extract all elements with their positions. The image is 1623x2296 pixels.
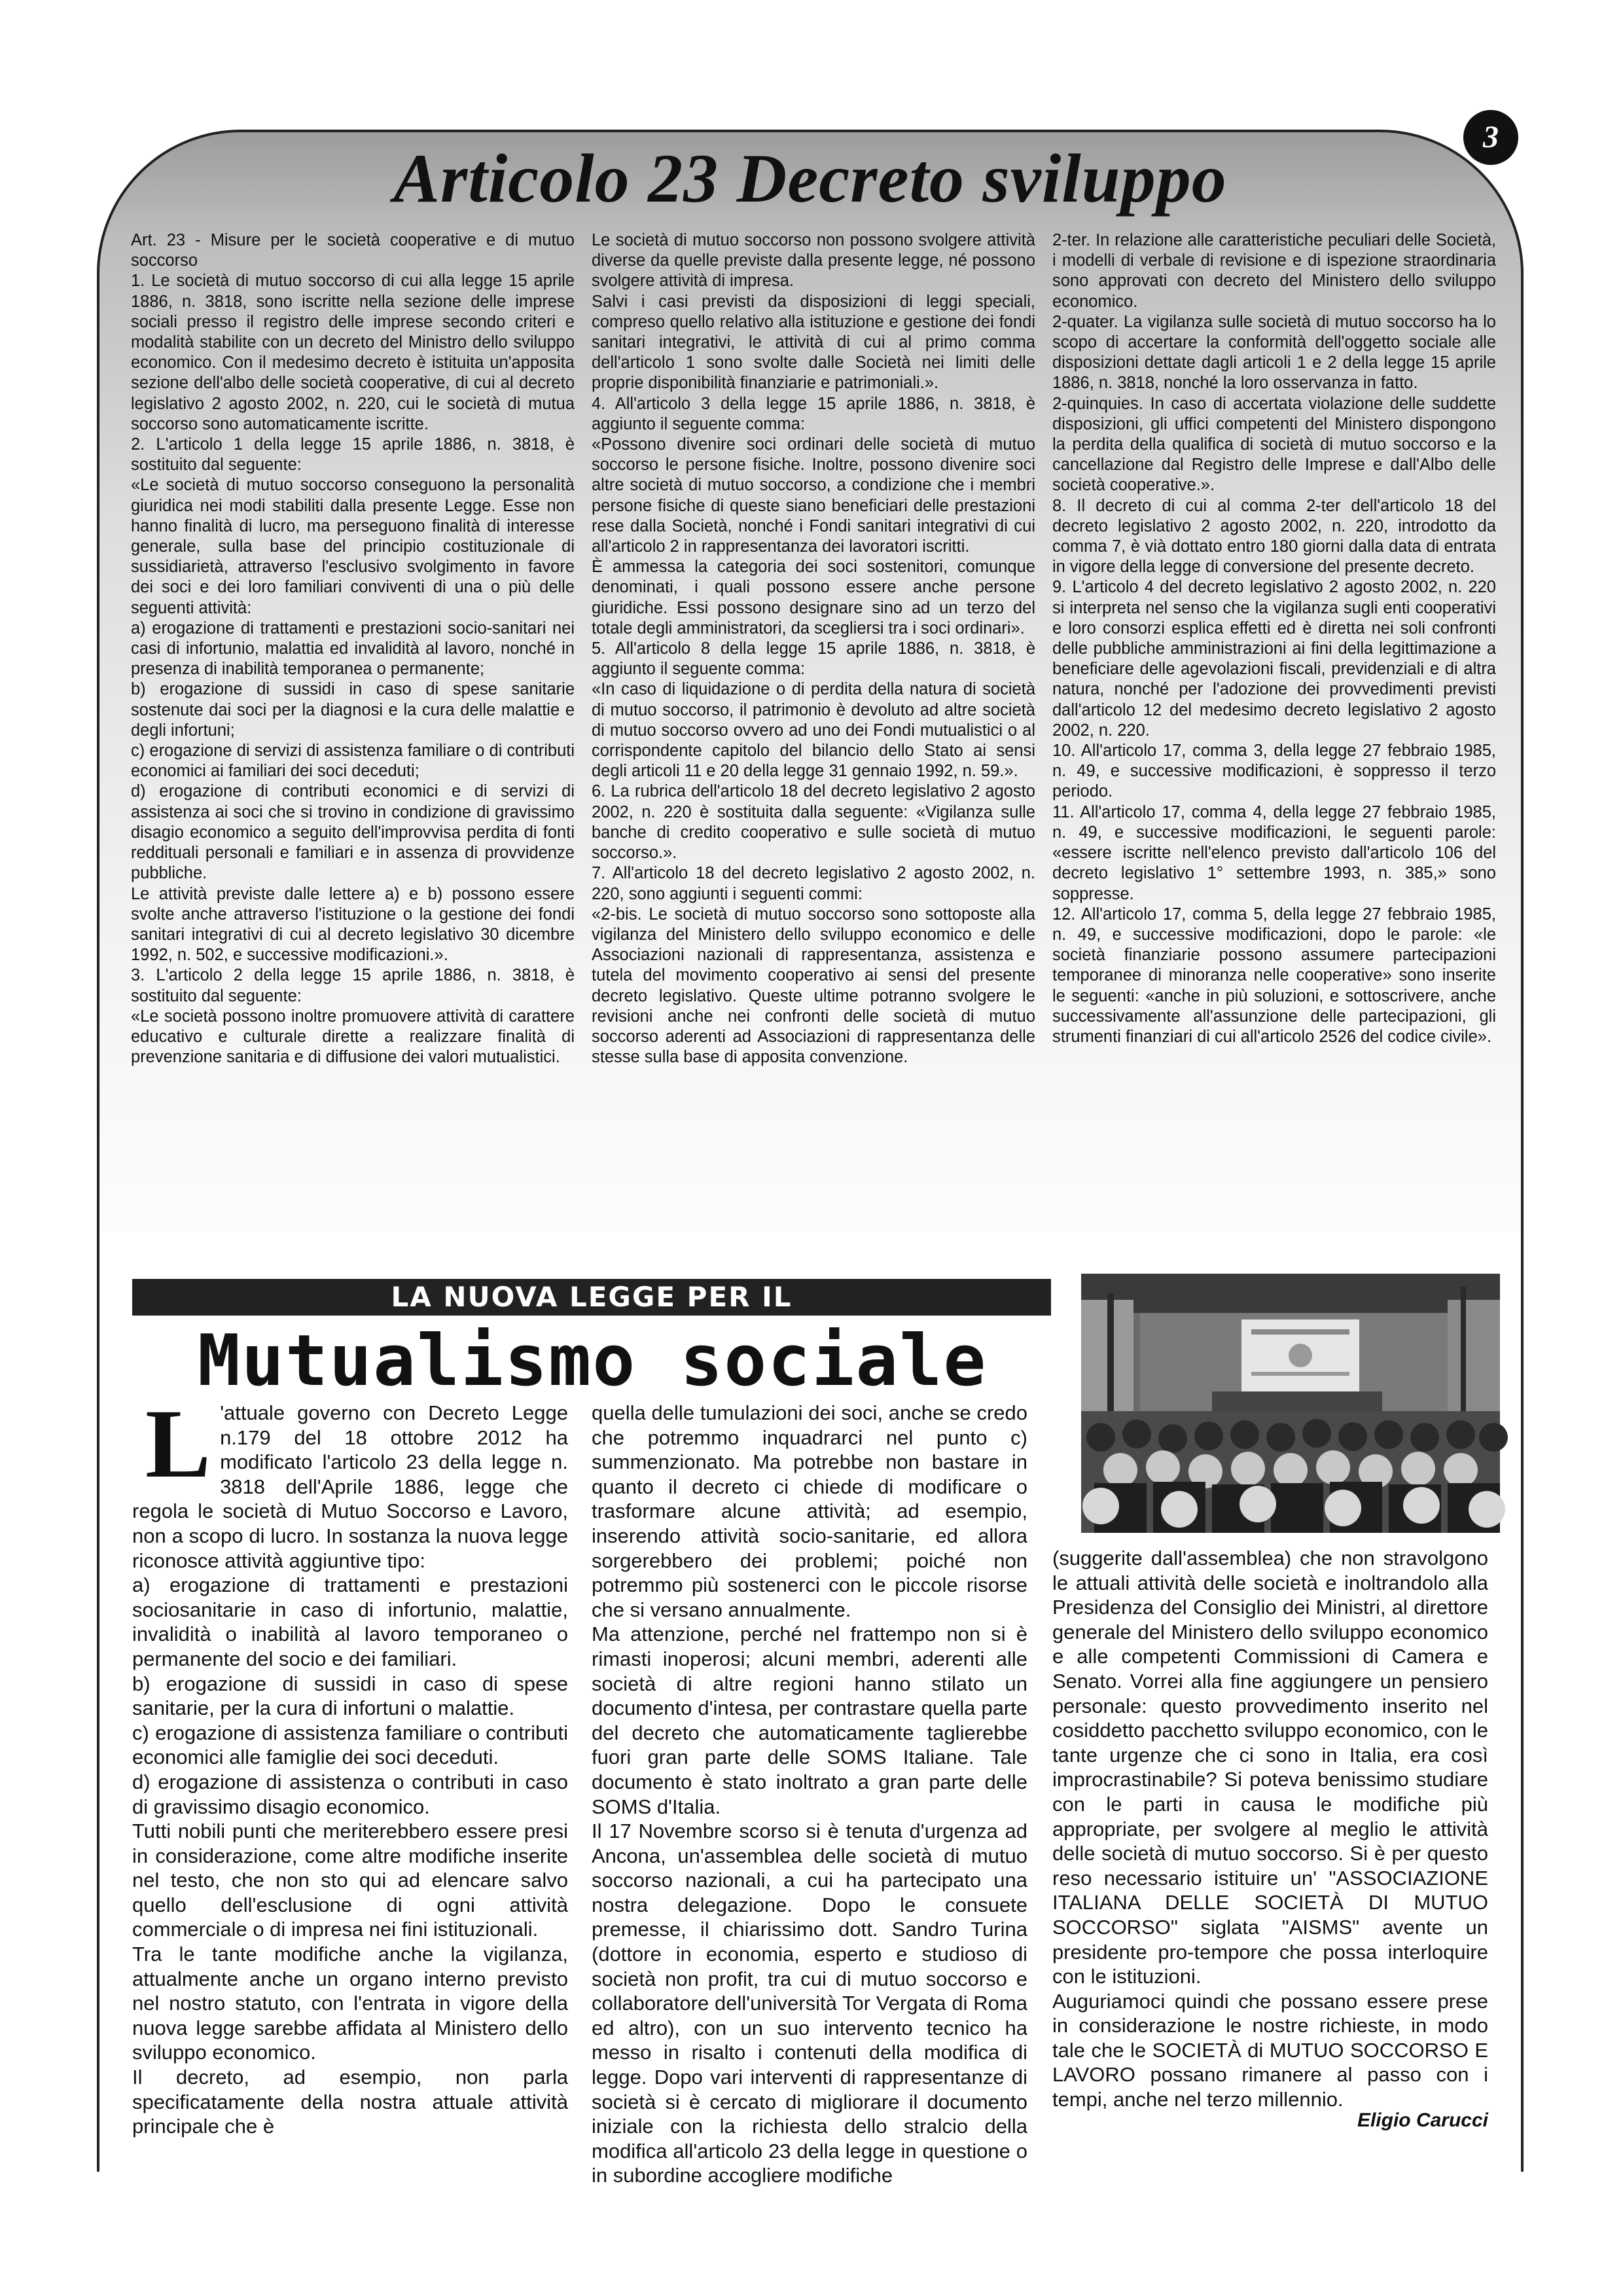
paragraph: d) erogazione di assistenza o contributi in caso di gravissimo disagio economico. <box>132 1770 568 1818</box>
paragraph: Salvi i casi previsti da disposizioni di leggi speciali, compreso quello relativo alla istituzione e gestione dei fondi sanitari integrativi, le attività di cui al primo comma dell'articolo 1 sono svolte dalle Società nei limiti delle proprie disponibilità finanziarie e patrimoniali.». <box>592 292 1035 393</box>
paragraph: 4. All'articolo 3 della legge 15 aprile 1886, n. 3818, è aggiunto il seguente comma: <box>592 394 1035 433</box>
paragraph: «2-bis. Le società di mutuo soccorso sono sottoposte alla vigilanza del Ministero dello sviluppo economico e delle Associazioni nazionali di rappresentanza, assistenza e tutela del movimento cooperativo ai sensi del presente decreto legislativo. Queste ultime potranno svolgere le revisioni anche nei confronti delle società di mutuo soccorso aderenti ad Associazioni di rappresentanza delle stesse sulla base di apposita convenzione. <box>592 905 1035 1067</box>
article2-column-2 <box>592 1401 1027 2188</box>
article2-column-3 <box>1052 1546 1488 2112</box>
paragraph: 3. L'articolo 2 della legge 15 aprile 1886, n. 3818, è sostituito dal seguente: <box>131 966 575 1005</box>
paragraph: 5. All'articolo 8 della legge 15 aprile 1886, n. 3818, è aggiunto il seguente comma: <box>592 639 1035 679</box>
article1-column-3 <box>1052 230 1496 1047</box>
paragraph: b) erogazione di sussidi in caso di spese sanitarie sostenute dai soci per la diagnosi e la cura delle malattie e degli infortuni; <box>131 680 575 740</box>
article2-column-1 <box>132 1390 568 2139</box>
paragraph: a) erogazione di trattamenti e prestazioni socio-sanitari nei casi di infortunio, malattia ed invalidità al lavoro, nonché in presenza di inabilità temporanea o permanente; <box>131 619 575 679</box>
paragraph: 12. All'articolo 17, comma 5, della legge 27 febbraio 1985, n. 49, e successive modificazioni, dopo le parole: «le società finanziarie possono assumere partecipazioni temporanee di minoranza nelle cooperative» sono inserite le seguenti: «anche in più soluzioni, e sottoscrivere, anche successivamente all'assunzione delle partecipazioni, gli strumenti finanziari di cui all'articolo 2526 del codice civile». <box>1052 905 1496 1046</box>
page-number-badge: 3 <box>1463 110 1518 165</box>
article2-title: Mutualismo sociale <box>198 1320 988 1402</box>
page-frame <box>97 130 1524 2187</box>
paragraph: 2-quinquies. In caso di accertata violazione delle suddette disposizioni, gli uffici competenti del Ministero dispongono la perdita della qualifica di società di mutuo soccorso e la cancellazione dal Registro delle Imprese e dall'Albo delle società cooperative.». <box>1052 394 1496 495</box>
paragraph: 9. L'articolo 4 del decreto legislativo 2 agosto 2002, n. 220 si interpreta nel senso che la vigilanza sugli enti cooperativi e loro consorzi esplica effetti ed è diretta nei soli confronti delle pubbliche amministrazioni ai fini della legittimazione a beneficiare delle agevolazioni fiscali, previdenziali e di altra natura, nonché per l'adozione dei provvedimenti previsti dall'articolo 12 del medesimo decreto legislativo 2 agosto 2002, n. 220. <box>1052 578 1496 740</box>
paragraph: Il decreto, ad esempio, non parla specificatamente della nostra attuale attività principale che è <box>132 2066 568 2138</box>
paragraph: (suggerite dall'assemblea) che non stravolgono le attuali attività delle società e inoltrandolo alla Presidenza del Consiglio dei Ministri, al direttore generale del Ministero dello sviluppo economico e alle competenti Commissioni di Camera e Senato. Vorrei alla fine aggiungere un pensiero personale: questo provvedimento inserito nel cosiddetto pacchetto sviluppo economico, con le tante urgenze che ci sono in Italia, era così improcrastinabile? Si poteva benissimo studiare con le parti in causa le modifiche più appropriate, per svolgere al meglio le attività delle società di mutuo soccorso. Si è per questo reso necessario istituire un' "ASSOCIAZIONE ITALIANA DELLE SOCIETÀ DI MUTUO SOCCORSO" siglata "AISMS" avente un presidente pro-tempore che possa interloquire con le istituzioni. <box>1052 1547 1488 1988</box>
paragraph: 8. Il decreto di cui al comma 2-ter dell'articolo 18 del decreto legislativo 2 agosto 2002, n. 220, introdotto da comma 7, è vià dottato entro 180 giorni dalla data di entrata in vigore della legge di conversione del presente decreto. <box>1052 496 1496 577</box>
paragraph: Tra le tante modifiche anche la vigilanza, attualmente anche un organo interno previsto nel nostro statuto, con l'entrata in vigore della nuova legge sarebbe affidata al Ministero dello sviluppo economico. <box>132 1943 568 2064</box>
paragraph: Tutti nobili punti che meriterebbero essere presi in considerazione, come altre modifiche inserite nel testo, che non sto qui ad elencare salvo quello dell'esclusione di ogni attività commerciale o di impresa nei fini istituzionali. <box>132 1820 568 1941</box>
paragraph: 10. All'articolo 17, comma 3, della legge 27 febbraio 1985, n. 49, e successive modificazioni, è soppresso il terzo periodo. <box>1052 742 1496 801</box>
paragraph: c) erogazione di assistenza familiare o contributi economici alle famiglie dei soci deceduti. <box>132 1721 568 1769</box>
article1-column-2 <box>592 230 1035 1067</box>
article1-title: Articolo 23 Decreto sviluppo <box>393 140 1227 217</box>
paragraph: «Possono divenire soci ordinari delle società di mutuo soccorso le persone fisiche. Inoltre, possono divenire soci altre società di mutuo soccorso, a condizione che i membri persone fisiche di queste siano beneficiari delle prestazioni rese dalla Società, nonché i Fondi sanitari integrativi di cui all'articolo 2 in rappresentanza dei lavoratori iscritti. <box>592 435 1035 556</box>
paragraph: È ammessa la categoria dei soci sostenitori, comunque denominati, i quali possono essere anche persone giuridiche. Essi possono designare sino ad un terzo del totale degli amministratori, da scegliersi tra i soci ordinari». <box>592 558 1035 637</box>
paragraph: Ma attenzione, perché nel frattempo non si è rimasti inoperosi; alcuni membri, aderenti alle società di altre regioni hanno stilato un documento d'intesa, per contrastare quella parte del decreto che automaticamente taglierebbe fuori gran parte delle SOMS Italiane. Tale documento è stato inoltrato a gran parte delle SOMS d'Italia. <box>592 1623 1027 1818</box>
paragraph: Le società di mutuo soccorso non possono svolgere attività diverse da quelle previste dalla presente legge, né possono svolgere attività di impresa. <box>592 231 1035 291</box>
paragraph: Auguriamoci quindi che possano essere prese in considerazione le nostre richieste, in modo tale che le SOCIETÀ di MUTUO SOCCORSO E LAVORO possano rimanere al passo con i tempi, anche nel terzo millennio. <box>1052 1989 1488 2111</box>
paragraph: b) erogazione di sussidi in caso di spese sanitarie, per la cura di infortuni o malattie. <box>132 1672 568 1720</box>
paragraph: Le attività previste dalle lettere a) e b) possono essere svolte anche attraverso l'istituzione o la gestione dei fondi sanitari integrativi di cui al decreto legislativo 30 dicembre 1992, n. 502, e successive modificazioni.». <box>131 884 575 965</box>
drop-cap: L <box>145 1390 211 1498</box>
paragraph: 2. L'articolo 1 della legge 15 aprile 1886, n. 3818, è sostituito dal seguente: <box>131 435 575 475</box>
author-signature: Eligio Carucci <box>1357 2109 1488 2131</box>
paragraph: 6. La rubrica dell'articolo 18 del decreto legislativo 2 agosto 2002, n. 220 è sostituita dalla seguente: «Vigilanza sulle banche di credito cooperativo e sulle società di mutuo soccorso.». <box>592 782 1035 863</box>
paragraph: 2-ter. In relazione alle caratteristiche peculiari delle Società, i modelli di verbale di revisione e di ispezione straordinaria sono approvati con decreto del Ministero dello sviluppo economico. <box>1052 231 1496 311</box>
paragraph: quella delle tumulazioni dei soci, anche se credo che potremmo inquadrarci nel punto c) summenzionato. Ma potrebbe non bastare in quanto il decreto ci chiede di modificare o trasformare alcune attività; ad esempio, inserendo attività socio-sanitarie, ed allora sorgerebbero dei problemi; poiché non potremmo più sostenerci con le piccole risorse che si versano annualmente. <box>592 1401 1027 1621</box>
article1-column-1 <box>131 230 575 1067</box>
paragraph: «Le società di mutuo soccorso conseguono la personalità giuridica nei modi stabiliti dalla presente Legge. Esse non hanno finalità di lucro, ma perseguono finalità di interesse generale, sulla base del principio costituzionale di sussidiarietà, attraverso l'esclusivo svolgimento in favore dei soci e dei loro familiari conviventi di una o più delle seguenti attività: <box>131 476 575 617</box>
paragraph: 1. Le società di mutuo soccorso di cui alla legge 15 aprile 1886, n. 3818, sono iscritte nella sezione delle imprese sociali presso il registro delle imprese secondo criteri e modalità stabilite con un decreto del Ministro dello sviluppo economico. Con il medesimo decreto è istituita un'apposita sezione dell'albo delle società cooperative, di cui al decreto legislativo 2 agosto 2002, n. 220, cui le società di mutua soccorso sono automaticamente iscritte. <box>131 272 575 433</box>
paragraph: 2-quater. La vigilanza sulle società di mutuo soccorso ha lo scopo di accertare la conformità dell'oggetto sociale alle disposizioni dettate dagli articoli 1 e 2 della legge 15 aprile 1886, n. 3818, nonché la loro osservanza in fatto. <box>1052 312 1496 393</box>
article2-kicker-banner: LA NUOVA LEGGE PER IL <box>132 1279 1051 1316</box>
paragraph: Il 17 Novembre scorso si è tenuta d'urgenza ad Ancona, un'assemblea delle società di mutuo soccorso nazionali, a cui ha partecipato una nostra delegazione. Dopo le consuete premesse, il chiarissimo dott. Sandro Turina (dottore in economia, esperto e studioso di società non profit, tra cui di mutuo soccorso e collaboratore dell'università Tor Vergata di Roma ed altro), con un suo intervento tecnico ha messo in risalto i contenuti della modifica di legge. Dopo vari interventi di rappresentanze di società si è cercato di migliorare il documento iniziale con la richiesta dello stralcio della modifica all'articolo 23 della legge in questione o in subordine accogliere modifiche <box>592 1820 1027 2187</box>
paragraph: Art. 23 - Misure per le società cooperative e di mutuo soccorso <box>131 231 575 270</box>
paragraph: a) erogazione di trattamenti e prestazioni sociosanitarie in caso di infortunio, malattie, invalidità o inabilità al lavoro temporaneo o permanente del socio e dei familiari. <box>132 1573 568 1670</box>
paragraph: 11. All'articolo 17, comma 4, della legge 27 febbraio 1985, n. 49, e successive modificazioni, le seguenti parole: «essere iscritte nell'elenco previsto dall'articolo 106 del decreto legislativo 1° settembre 1993, n. 385,» sono soppresse. <box>1052 802 1496 903</box>
assembly-photo <box>1081 1274 1500 1533</box>
paragraph: 7. All'articolo 18 del decreto legislativo 2 agosto 2002, n. 220, sono aggiunti i seguenti commi: <box>592 864 1035 903</box>
paragraph: «In caso di liquidazione o di perdita della natura di società di mutuo soccorso, il patrimonio è devoluto ad altre società di mutuo soccorso ovvero ad uno dei Fondi mutualistici o al corrispondente capitolo del bilancio dello Stato ai sensi degli articoli 11 e 20 della legge 31 gennaio 1992, n. 59.». <box>592 680 1035 781</box>
paragraph: 'attuale governo con Decreto Legge n.179 del 18 ottobre 2012 ha modificato l'articolo 23 della legge n. 3818 dell'Aprile 1886, legge che regola le società di Mutuo Soccorso e Lavoro, non a scopo di lucro. In sostanza la nuova legge riconosce attività aggiuntive tipo: <box>132 1401 568 1572</box>
paragraph: c) erogazione di servizi di assistenza familiare o di contributi economici ai familiari dei soci deceduti; <box>131 742 575 781</box>
paragraph: d) erogazione di contributi economici e di servizi di assistenza ai soci che si trovino in condizione di gravissimo disagio economico a seguito dell'improvvisa perdita di fonti reddituali personali e familiari e in assenza di provvidenze pubbliche. <box>131 782 575 883</box>
paragraph: «Le società possono inoltre promuovere attività di carattere educativo e culturale dirette a realizzare finalità di prevenzione sanitaria e di diffusione dei valori mutualistici. <box>131 1007 575 1067</box>
